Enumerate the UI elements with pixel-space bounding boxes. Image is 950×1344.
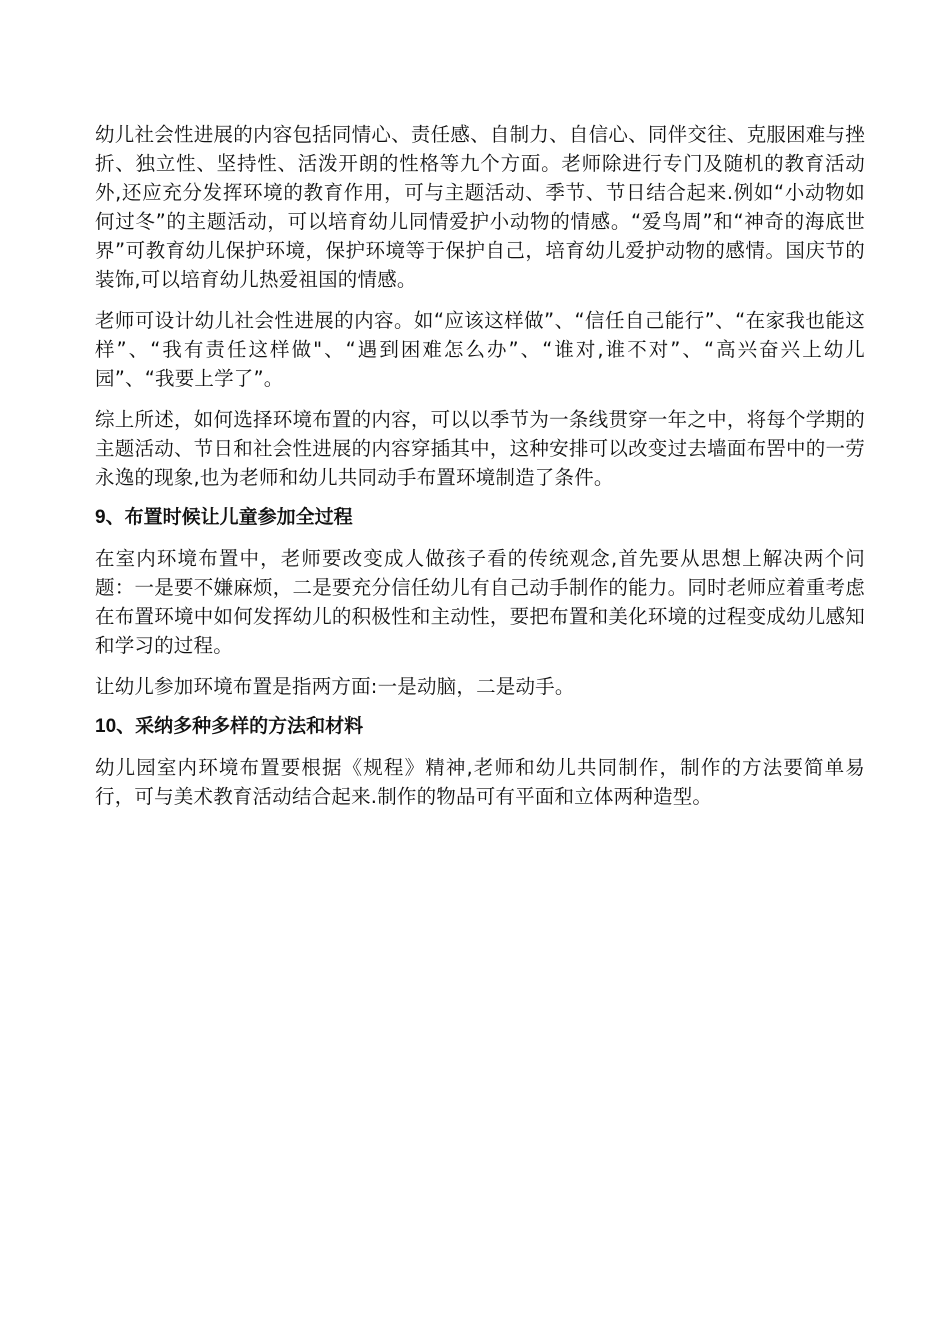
- document-body: [95, 120, 865, 823]
- section-9-heading: 9、布置时候让儿童参加全过程: [95, 507, 353, 528]
- section-10-heading: 10、采纳多种多样的方法和材料: [95, 716, 364, 737]
- paragraph-social-development-content: 幼儿社会性进展的内容包括同情心、责任感、自制力、自信心、同伴交往、克服困难与挫折、独立性、坚持性、活泼开朗的性格等九个方面。老师除进行专门及随机的教育活动外,还应充分发挥环境的教育作用，可与主题活动、季节、节日结合起来.例如“小动物如何过冬”的主题活动，可以培育幼儿同情爱护小动物的情感。“爱鸟周”和“神奇的海底世界”可教育幼儿保护环境，保护环境等于保护自己，培育幼儿爱护动物的感情。国庆节的装饰,可以培育幼儿热爱祖国的情感。: [95, 123, 865, 291]
- paragraph-section-9-indoor-layout: 在室内环境布置中，老师要改变成人做孩子看的传统观念,首先要从思想上解决两个问题：一是要不嫌麻烦，二是要充分信任幼儿有自己动手制作的能力。同时老师应着重考虑在布置环境中如何发挥幼儿的积极性和主动性，要把布置和美化环境的过程变成幼儿感知和学习的过程。: [95, 547, 865, 657]
- paragraph-section-9-two-aspects: 让幼儿参加环境布置是指两方面:一是动脑，二是动手。: [95, 675, 575, 698]
- paragraph-teacher-design: 老师可设计幼儿社会性进展的内容。如“应该这样做”、“信任自己能行”、“在家我也能这样”、“我有责任这样做"、“遇到困难怎么办”、“谁对,谁不对”、“高兴奋兴上幼儿园”、“我要上学了”。: [95, 309, 865, 390]
- paragraph-section-10-methods: 幼儿园室内环境布置要根据《规程》精神,老师和幼儿共同制作，制作的方法要简单易行，可与美术教育活动结合起来.制作的物品可有平面和立体两种造型。: [95, 756, 865, 808]
- paragraph-summary: 综上所述，如何选择环境布置的内容，可以以季节为一条线贯穿一年之中，将每个学期的主题活动、节日和社会性进展的内容穿插其中，这种安排可以改变过去墙面布罟中的一劳永逸的现象,也为老师和幼儿共同动手布置环境制造了条件。: [95, 408, 865, 489]
